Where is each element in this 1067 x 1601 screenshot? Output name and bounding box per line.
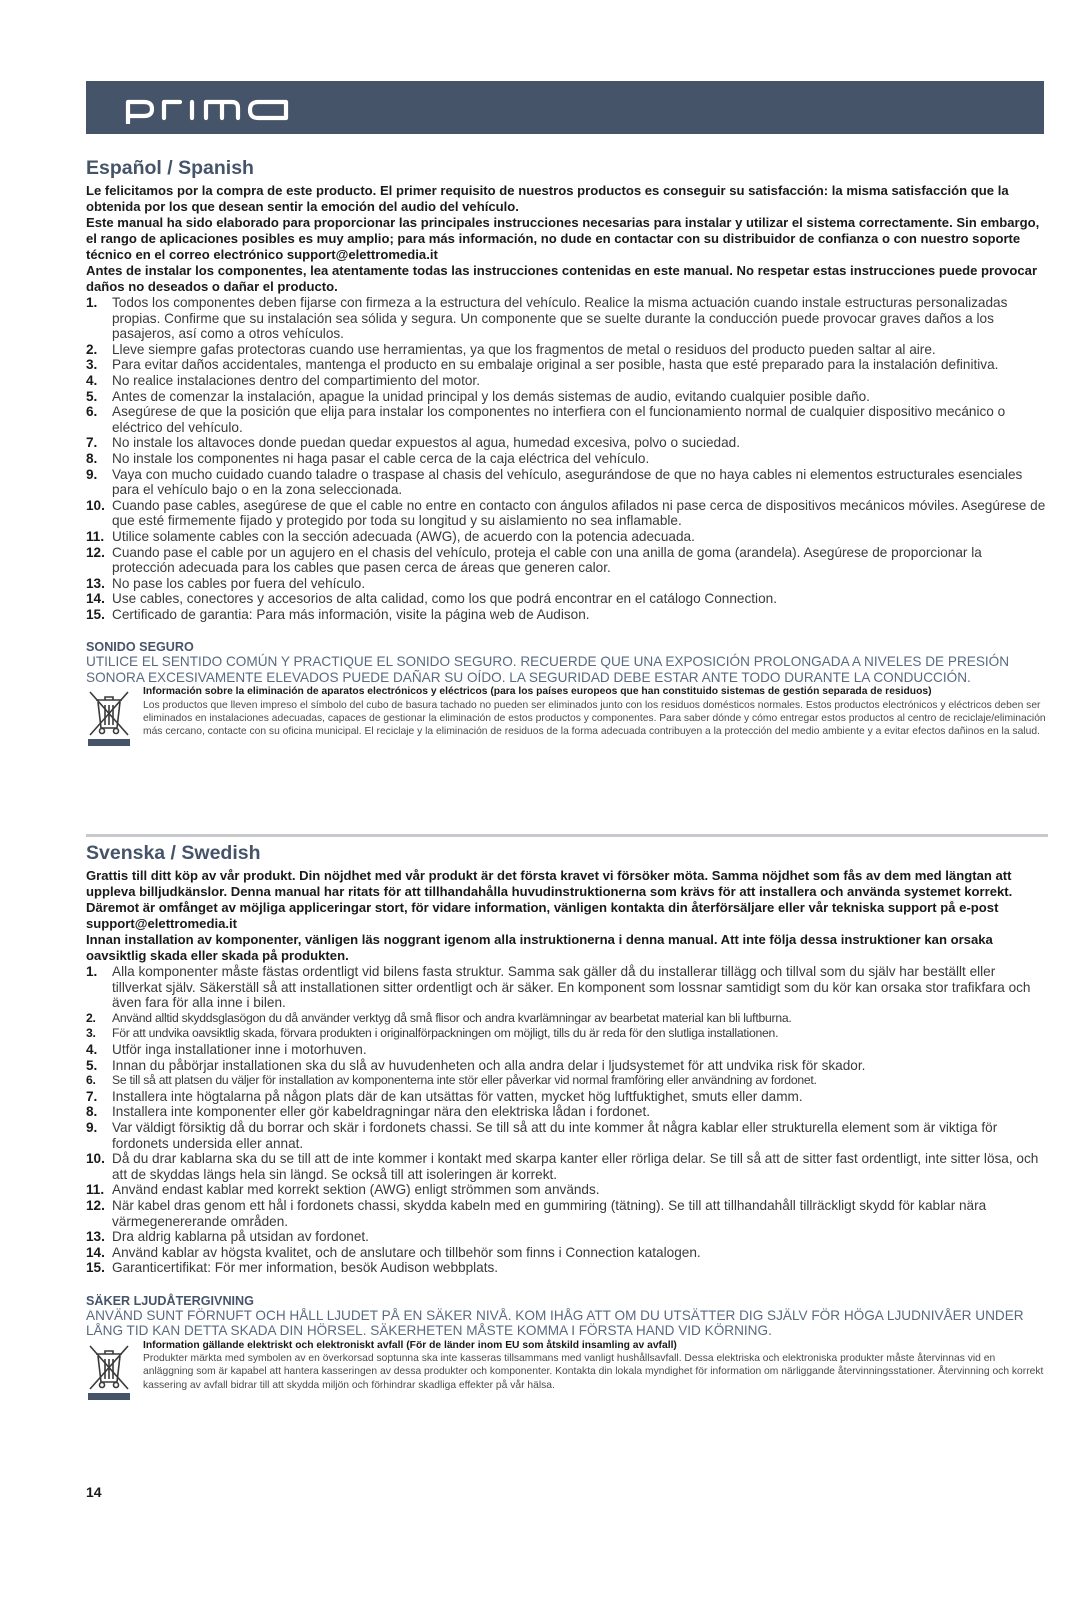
header-bar [86, 81, 1044, 134]
item-text: Cuando pase el cable por un agujero en el chasis del vehículo, proteja el cable con una anilla de goma (arandela). Asegúrese de proporcionar la protección adecuada para los cables que pasen cerca de áreas que generen calor. [112, 544, 982, 576]
item-text: Todos los componentes deben fijarse con firmeza a la estructura del vehículo. Realice la misma actuación cuando instale estructuras personalizadas propias. Confirme que su instalación sea sólida y segura. Un componente que se suelte durante la conducción puede provocar graves daños a los pasajeros, así como a otros vehículos. [112, 295, 1008, 342]
item-text: Installera inte högtalarna på någon plats där de kan utsättas för vatten, mycket hög luftfuktighet, smuts eller damm. [112, 1088, 803, 1104]
item-text: No instale los componentes ni haga pasar el cable cerca de la caja eléctrica del vehículo. [112, 450, 650, 466]
item-number: 10. [86, 1151, 105, 1167]
list-item [86, 295, 1048, 342]
list-item [86, 576, 1048, 592]
item-number: 6. [86, 1073, 96, 1088]
list-item [86, 607, 1048, 623]
section-title: Español / Spanish [86, 157, 254, 179]
item-number: 11. [86, 1182, 105, 1198]
item-number: 5. [86, 1057, 98, 1073]
list-item [86, 1182, 1048, 1198]
list-item [86, 498, 1048, 529]
safe-sound-title: SÄKER LJUDÅTERGIVNING [86, 1293, 254, 1308]
intro-paragraph: Le felicitamos por la compra de este producto. El primer requisito de nuestros productos es conseguir su satisfacción: la misma satisfacción que la obtenida por los que desean sentir la emoción del audio del vehículo. [86, 183, 1009, 214]
list-item [86, 1151, 1048, 1182]
list-item [86, 1042, 1048, 1058]
item-number: 13. [86, 575, 105, 591]
item-text: Cuando pase cables, asegúrese de que el cable no entre en contacto con ángulos afilados ni pase cerca de dispositivos mecánicos móviles. Asegúrese de que esté firmemente fijado y protegido por toda su longitud y su aislamiento no sea inflamable. [112, 497, 1046, 529]
item-text: Certificado de garantia: Para más información, visite la página web de Audison. [112, 606, 590, 622]
item-number: 3. [86, 1026, 96, 1041]
item-number: 4. [86, 372, 98, 388]
item-number: 12. [86, 1197, 105, 1213]
item-number: 3. [86, 357, 98, 373]
item-number: 10. [86, 497, 105, 513]
list-item [86, 1245, 1048, 1261]
list-item [86, 1058, 1048, 1074]
item-text: Var väldigt försiktig då du borrar och skär i fordonets chassi. Se till så att du inte kommer åt några kablar eller strukturella element som är viktiga för fordonets undersida eller annat. [112, 1119, 998, 1151]
list-item [86, 1011, 1048, 1027]
list-item [86, 1198, 1048, 1229]
list-item [86, 591, 1048, 607]
item-text: När kabel dras genom ett hål i fordonets chassi, skydda kabeln med en gummiring (tätning). Se till att tillhandahåll tillräckligt skydd för kablar nära värmegenererande områden. [112, 1197, 987, 1229]
item-text: Då du drar kablarna ska du se till att de inte kommer i kontakt med skarpa kanter eller rörliga delar. Se till så att de sitter fast ordentligt, inte sitter lösa, och att de skyddas längs hela sin längd. Se också till att isoleringen är korrekt. [112, 1151, 1039, 1182]
item-number: 5. [86, 388, 98, 404]
item-number: 9. [86, 1119, 98, 1135]
intro-block [86, 183, 1048, 295]
instruction-list [86, 295, 1048, 622]
item-text: Antes de comenzar la instalación, apague la unidad principal y los demás sistemas de audio, evitando cualquier posible daño. [112, 388, 870, 404]
item-number: 14. [86, 591, 105, 607]
crossed-bin-icon [86, 688, 132, 746]
weee-title: Information gällande elektriskt och elektroniskt avfall (För de länder inom EU som åtskild insamling av avfall) [143, 1339, 677, 1351]
item-text: Använd endast kablar med korrekt sektion (AWG) enligt strömmen som används. [112, 1182, 600, 1198]
list-item [86, 545, 1048, 576]
item-text: Installera inte komponenter eller gör kabeldragningar nära den elektriska lådan i fordonet. [112, 1104, 651, 1120]
item-text: Lleve siempre gafas protectoras cuando use herramientas, ya que los fragmentos de metal o residuos del producto pueden saltar al aire. [112, 341, 936, 357]
item-number: 7. [86, 435, 98, 451]
weee-notice [86, 1340, 1048, 1392]
list-item [86, 357, 1048, 373]
item-text: Use cables, conectores y accesorios de alta calidad, como los que podrá encontrar en el catálogo Connection. [112, 591, 777, 607]
item-number: 1. [86, 295, 98, 310]
item-text: Utilice solamente cables con la sección adecuada (AWG), de acuerdo con la potencia adecuada. [112, 528, 695, 544]
item-text: Innan du påbörjar installationen ska du slå av huvudenheten och alla andra delar i ljudsystemet för att undvika risk för skador. [112, 1057, 866, 1073]
safe-sound-text: UTILICE EL SENTIDO COMÚN Y PRACTIQUE EL SONIDO SEGURO. RECUERDE QUE UNA EXPOSICIÓN PROLONGADA A NIVELES DE PRESIÓN SONORA EXCESIVAMENTE ELEVADOS PUEDE DAÑAR SU OÍDO. LA SEGURIDAD DEBE ESTAR ANTE TODO DURANTE LA CONDUCCIÓN. [86, 654, 1010, 685]
item-number: 6. [86, 404, 98, 420]
weee-text: Produkter märkta med symbolen av en överkorsad soptunna ska inte kasseras tillsammans med vanligt hushållsavfall. Dessa elektriska och elektroniska produkter måste återvinnas vid en anläggning som är kapabel att hantera kasseringen av dessa produkter och komponenter. Kontakta din lokala myndighet för information om närliggande återvinningsstationer. Återvinning och korrekt kassering av avfall bidrar till att skydda miljön och förhindrar skadliga effekter på vår hälsa. [143, 1353, 1044, 1391]
item-number: 11. [86, 528, 105, 544]
item-number: 2. [86, 1010, 96, 1025]
list-item [86, 1120, 1048, 1151]
safe-sound-title: SONIDO SEGURO [86, 640, 194, 655]
item-text: No realice instalaciones dentro del compartimiento del motor. [112, 372, 480, 388]
item-number: 2. [86, 341, 98, 357]
item-number: 4. [86, 1041, 98, 1057]
item-number: 15. [86, 1260, 105, 1276]
item-number: 13. [86, 1229, 105, 1245]
item-text: Garanticertifikat: För mer information, besök Audison webbplats. [112, 1260, 499, 1276]
prima-logo [124, 92, 294, 124]
list-item [86, 964, 1048, 1011]
item-text: För att undvika oavsiktlig skada, förvara produkten i originalförpackningen om möjligt, tills du är reda för den slutliga installationen. [112, 1026, 779, 1041]
list-item [86, 1026, 1048, 1042]
list-item [86, 451, 1048, 467]
item-text: No instale los altavoces donde puedan quedar expuestos al agua, humedad excesiva, polvo o suciedad. [112, 435, 741, 451]
weee-notice [86, 686, 1048, 738]
item-number: 15. [86, 606, 105, 622]
weee-title: Información sobre la eliminación de aparatos electrónicos y eléctricos (para los países europeos que han constituido sistemas de gestión separada de residuos) [143, 686, 932, 698]
weee-text: Los productos que lleven impreso el símbolo del cubo de basura tachado no pueden ser eliminados junto con los residuos domésticos normales. Estos productos electrónicos y eléctricos deben ser eliminados en instalaciones adecuadas, capaces de gestionar la eliminación de estos productos y componentes. Para saber dónde y cómo entregar estos productos al centro de reciclaje/eliminación más cercano, contacte con su oficina municipal. El reciclaje y la eliminación de residuos de la forma adecuada contribuyen a la protección del medio ambiente y a evitar efectos dañinos en la salud. [143, 699, 1046, 738]
item-text: Dra aldrig kablarna på utsidan av fordonet. [112, 1229, 369, 1245]
swedish-section [86, 842, 1048, 1392]
item-text: Utför inga installationer inne i motorhuven. [112, 1041, 367, 1057]
list-item [86, 1089, 1048, 1105]
list-item [86, 1073, 1048, 1089]
list-item [86, 373, 1048, 389]
list-item [86, 389, 1048, 405]
item-text: Använd kablar av högsta kvalitet, och de anslutare och tillbehör som finns i Connection katalogen. [112, 1244, 701, 1260]
item-number: 12. [86, 544, 105, 560]
intro-paragraph: Este manual ha sido elaborado para proporcionar las principales instrucciones necesarias para instalar y utilizar el sistema correctamente. Sin embargo, el rango de aplicaciones posibles es muy amplio; para más información, no dude en contactar con su distribuidor de confianza o con nuestro soporte técnico en el correo electrónico support@elettromedia.it [86, 215, 1040, 262]
spanish-section [86, 157, 1048, 738]
list-item [86, 1104, 1048, 1120]
item-number: 8. [86, 450, 98, 466]
list-item [86, 1229, 1048, 1245]
item-text: Se till så att platsen du väljer för installation av komponenterna inte stör eller påverkar vid normal framföring eller användning av fordonet. [112, 1073, 817, 1088]
list-item [86, 1260, 1048, 1276]
section-divider [86, 834, 1048, 837]
list-item [86, 342, 1048, 358]
item-number: 8. [86, 1104, 98, 1120]
intro-paragraph: Innan installation av komponenter, vänligen läs noggrant igenom alla instruktionerna i denna manual. Att inte följa dessa instruktioner kan orsaka oavsiktlig skada eller skada på produkten. [86, 932, 993, 963]
item-number: 9. [86, 466, 98, 482]
item-text: Asegúrese de que la posición que elija para instalar los componentes no interfiera con el funcionamiento normal de cualquier dispositivo mecánico o eléctrico del vehículo. [112, 404, 1006, 435]
item-text: Använd alltid skyddsglasögon du då använder verktyg då små flisor och andra kvarlämningar av bearbetat material kan bli luftburna. [112, 1010, 792, 1025]
page-number: 14 [86, 1484, 102, 1500]
list-item [86, 529, 1048, 545]
item-text: Vaya con mucho cuidado cuando taladre o traspase al chasis del vehículo, asegurándose de que no haya cables ni elementos estructurales esenciales para el vehículo bajo o en la zona seleccionada. [112, 466, 1023, 498]
list-item [86, 404, 1048, 435]
instruction-list [86, 964, 1048, 1276]
intro-paragraph: Antes de instalar los componentes, lea atentamente todas las instrucciones contenidas en este manual. No respetar estas instrucciones puede provocar daños no deseados o dañar el producto. [86, 263, 1038, 294]
item-number: 7. [86, 1088, 98, 1104]
item-number: 1. [86, 964, 98, 979]
crossed-bin-icon [86, 1342, 132, 1400]
item-text: Alla komponenter måste fästas ordentligt vid bilens fasta struktur. Samma sak gäller då du installerar tillägg och tillval som du själv har beställt eller tillverkat själv. Säkerställ så att installationen sitter ordentligt och är säker. En komponent som lossnar samtidigt som du kör kan orsaka stor trafikfara och även fara för alla inne i bilen. [112, 964, 1031, 1011]
list-item [86, 435, 1048, 451]
intro-block [86, 868, 1048, 964]
item-text: No pase los cables por fuera del vehículo. [112, 575, 366, 591]
section-title: Svenska / Swedish [86, 842, 261, 864]
item-text: Para evitar daños accidentales, mantenga el producto en su embalaje original a ser posible, hasta que esté preparado para la instalación definitiva. [112, 357, 999, 373]
item-number: 14. [86, 1244, 105, 1260]
intro-paragraph: Grattis till ditt köp av vår produkt. Din nöjdhet med vår produkt är det första kravet vi försöker möta. Samma nöjdhet som fås av dem med längtan att uppleva billjudkänslor. Denna manual har ritats för att tillhandahålla huvudinstruktionerna som krävs för att installera och använda systemet korrekt. Däremot är omfånget av möjliga appliceringar stort, för vidare information, vänligen kontakta din återförsäljare eller vår tekniska support på e-post support@elettromedia.it [86, 868, 1013, 931]
safe-sound-text: ANVÄND SUNT FÖRNUFT OCH HÅLL LJUDET PÅ EN SÄKER NIVÅ. KOM IHÅG ATT OM DU UTSÄTTER DIG SJÄLV FÖR HÖGA LJUDNIVÅER UNDER LÅNG TID KAN DETTA SKADA DIN HÖRSEL. SÄKERHETEN MÅSTE KOMMA I FÖRSTA HAND VID KÖRNING. [86, 1307, 1024, 1339]
list-item [86, 467, 1048, 498]
